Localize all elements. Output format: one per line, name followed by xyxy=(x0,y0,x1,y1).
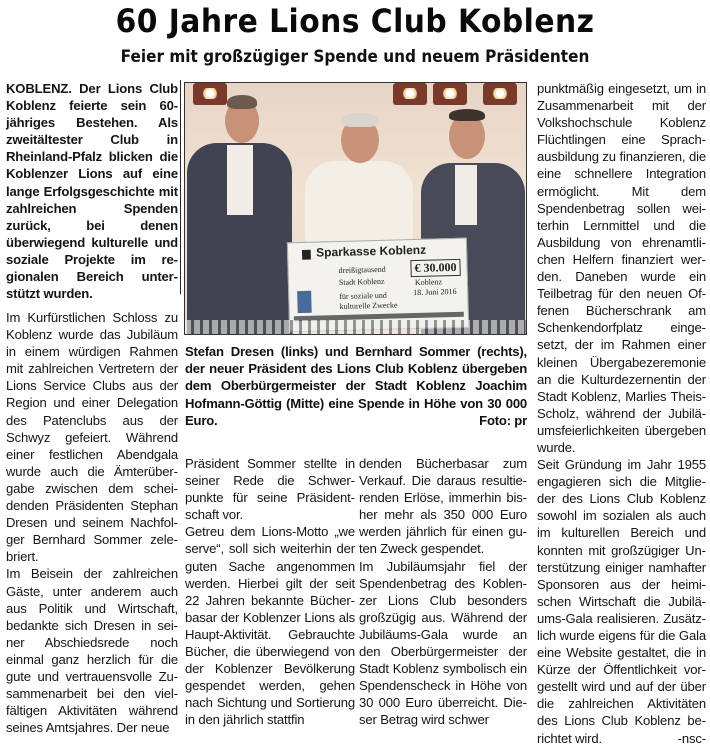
sparkasse-logo-icon: ▆ xyxy=(302,247,311,260)
article-column-4 xyxy=(537,80,706,747)
body-paragraph: Im Beisein der zahlreichen Gäste, unter anderem auch aus Politik und Wirtschaft, bedankte sich Dresen in seiner Abschiedsrede noch einmal ganz herzlich für die gute und vertrauensvolle Zusammenarbeit bei den vielfältigen Aktivitäten während seines Amtsjahres. Der neue xyxy=(6,566,178,736)
lions-logo-icon xyxy=(297,291,312,313)
body-paragraph: Im Kurfürstlichen Schloss zu Koblenz wurde das Jubiläum in einem würdigen Rahmen mit zahlreichen Vertretern der Lions Service Clubs aus der Region und einer Delegation des Patenclubs aus der Schwyz gefeiert. Während einer festlichen Abendgala wurde auch die Ämterübergabe zwischen dem scheidenden Präsidenten Stephan Dresen und seinem Nachfolger Bernhard Sommer zelebriert. xyxy=(6,310,178,565)
check-bank-name: Sparkasse Koblenz xyxy=(315,242,427,260)
author-tag: -nsc- xyxy=(677,730,706,746)
article-column-2 xyxy=(185,455,355,729)
article-headline: 60 Jahre Lions Club Koblenz xyxy=(115,2,595,40)
check-purpose-2: kulturelle Zwecke xyxy=(339,300,398,312)
body-paragraph: punktmäßig eingesetzt, um in Zusammenarbeit mit der Volkshochschule Koblenz Flüchtlingen eine Sprachausbildung zu finanzieren, die eine schnellere Integration ermöglicht. Mit dem Spendenbetrag sollen weiterhin Lernmittel und die Ausbildung von ehrenamtlichen Helfern finanziert werden. Daneben wurde ein Teilbetrag für den neuen Offenen Bücherschrank am Schenkendorfplatz eingesetzt, der im Rahmen einer kleinen Übergabezeremonie an die Kulturdezernentin der Stadt Koblenz, Marlies Theis-Scholz, während der Jubiläumsfeierlichkeiten übergeben wurde. xyxy=(537,81,706,455)
check-date: 18. Juni 2016 xyxy=(413,286,457,298)
stage-light xyxy=(433,83,467,105)
stage-light xyxy=(483,83,517,105)
body-paragraph: Im Jubiläumsjahr fiel der Spendenbetrag des Koblenzer Lions Club besonders großzügig aus. Während der Jubiläums-Gala wurde an den Oberbürgermeister der Stadt Koblenz symbolisch ein Spendenscheck in Höhe von 30 000 Euro überreicht. Dieser Betrag wird schwer xyxy=(359,558,527,728)
body-paragraph: Getreu dem Lions-Motto „we serve“, soll sich weiterhin der guten Sache angenommen werden. Hierbei gilt der seit 22 Jahren bekannte Bücherbasar der Koblenzer Lions als Haupt-Aktivität. Gebrauchte Bücher, die überwiegend von der Koblenzer Bevölkerung gespendet werden, gehen nach Sichtung und Sortierung in den jährlich stattfin xyxy=(185,524,355,728)
check-purpose-1: für soziale und xyxy=(339,290,387,302)
stage-floor xyxy=(185,320,526,334)
check-place: Koblenz xyxy=(414,277,443,288)
body-paragraph: denden Bücherbasar zum Verkauf. Die daraus resultierenden Erlöse, immerhin bisher mehr als 350 000 Euro werden jährlich für einen guten Zweck gespendet. xyxy=(359,456,527,557)
body-paragraph: Seit Gründung im Jahr 1955 engagieren sich die Mitglieder des Lions Club Koblenz sowohl im sozialen als auch im kulturellen Bereich und konnten mit großzügiger Unterstützung einiger namhafter Sponsoren aus der heimischen Wirtschaft die Jubiläums-Gala realisieren. Zusätzlich wurde eigens für die Gala eine Website gestaltet, die in Kürze der Öffentlichkeit vorgestellt wird und auf der über die zahlreichen Aktivitäten des Lions Club Koblenz berichtet wird. xyxy=(537,457,706,746)
stage-light xyxy=(193,83,227,105)
photo-caption xyxy=(185,343,527,429)
lead-box-rule xyxy=(180,80,181,294)
article-column-3 xyxy=(359,455,527,729)
stage-light xyxy=(393,83,427,105)
article-photo xyxy=(184,82,527,335)
article-subheadline: Feier mit großzügiger Spende und neuem Präsidenten xyxy=(120,47,590,67)
caption-text: Stefan Dresen (links) und Bernhard Sommer (rechts), der neuer Präsident des Lions Club Koblenz übergeben dem Oberbürgermeister der Stadt Koblenz Joachim Hofmann-Göttig (Mitte) eine Spende in Höhe von 30 000 Euro. xyxy=(185,344,527,428)
article-column-1 xyxy=(6,309,178,736)
article-lead xyxy=(6,80,178,302)
body-paragraph: Präsident Sommer stellte in seiner Rede die Schwerpunkte für seine Präsidentschaft vor. xyxy=(185,456,355,523)
donation-check xyxy=(287,238,469,333)
check-amount: € 30.000 xyxy=(410,259,460,277)
lead-paragraph: KOBLENZ. Der Lions Club Koblenz feierte sein 60-jähriges Bestehen. Als zweitältester Club in Rheinland-Pfalz blicken die Koblenzer Lions auf eine lange Erfolgsgeschichte mit zahlreichen Spenden zurück, bei denen überwiegend kulturelle und soziale Projekte im regionalen Bereich unterstützt wurden. xyxy=(6,81,178,302)
photo-credit: Foto: pr xyxy=(479,412,527,428)
check-recipient: Stadt Koblenz xyxy=(338,276,385,288)
check-amount-words: dreißigtausend xyxy=(338,264,386,276)
